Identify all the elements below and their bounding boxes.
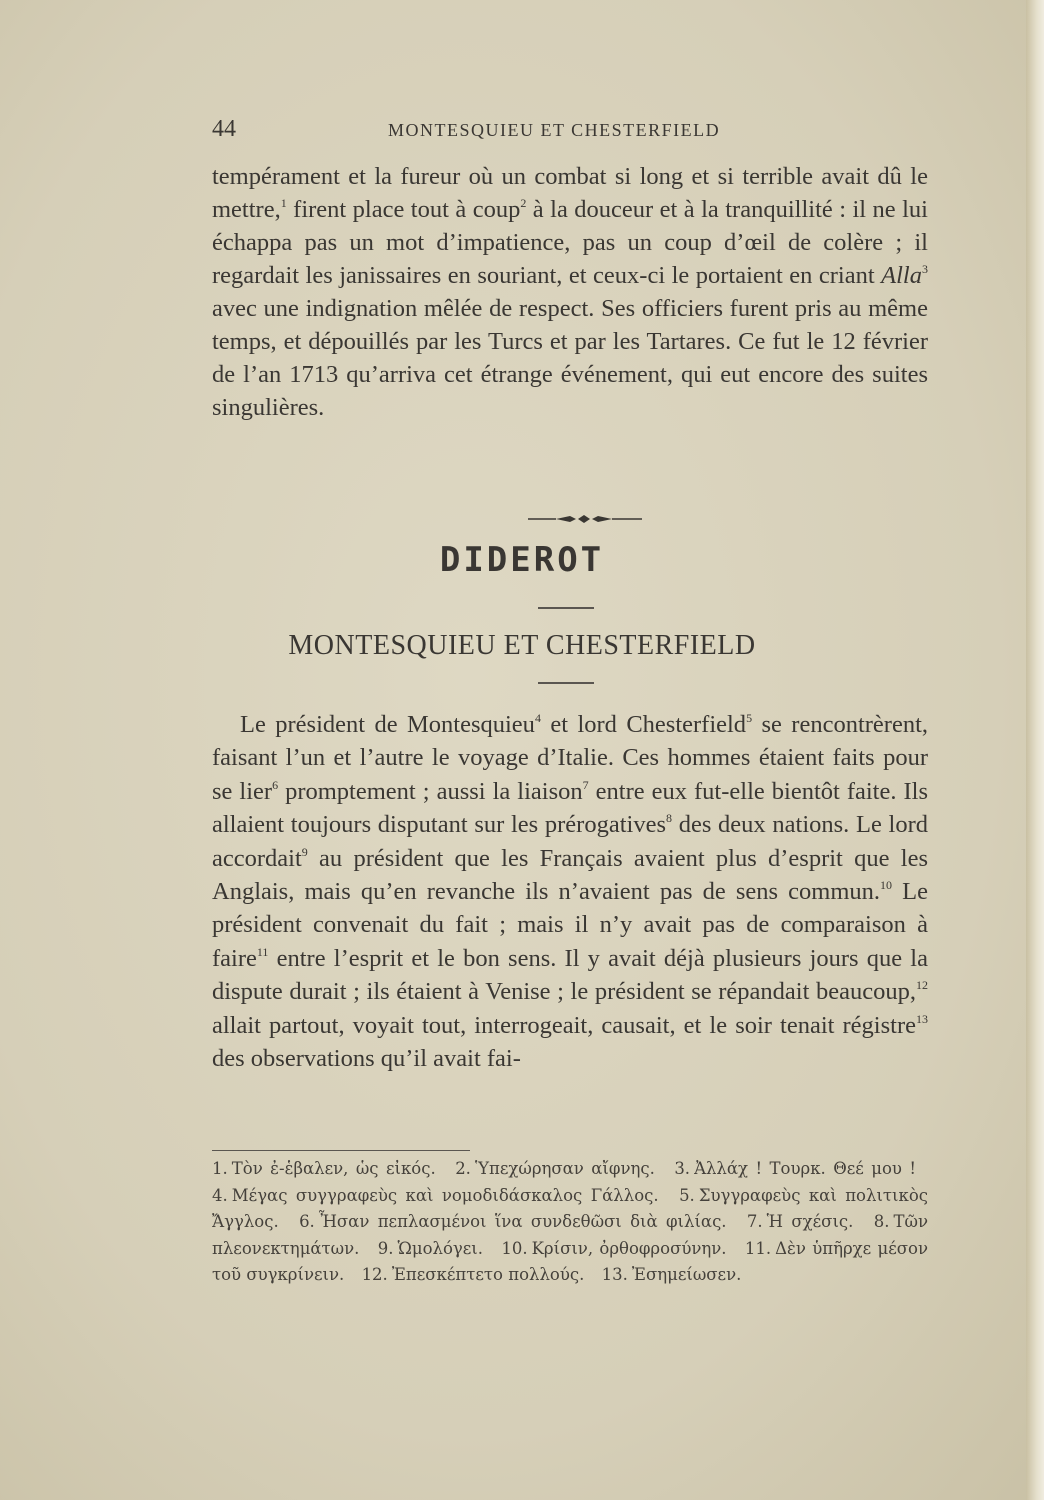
text-run: des observations qu’il avait fai- <box>212 1045 521 1073</box>
footnote-ref: 5 <box>746 711 753 725</box>
footnote <box>747 1212 860 1231</box>
page-edge <box>1026 0 1044 1500</box>
footnote-ref: 8 <box>666 811 672 826</box>
text-run: des deux nations. Le lord accordait <box>212 811 928 872</box>
text-run: entre eux fut-elle bientôt faite. Ils allaient toujours disputant sur les prérogatives <box>212 777 928 839</box>
footnote-ref: 6 <box>272 777 279 792</box>
footnote-number: 7. <box>746 1212 763 1231</box>
footnote-text: Μέγας συγγραφεὺς καὶ νομοδιδάσκαλος Γάλλος. <box>231 1185 659 1205</box>
previous-paragraph <box>212 160 928 424</box>
footnote-ref: 13 <box>916 1011 928 1026</box>
article-title: MONTESQUIEU ET CHESTERFIELD <box>288 630 756 661</box>
text-run: Le président convenait du fait ; mais il n’y avait pas de comparaison à faire <box>212 878 928 972</box>
footnote-number: 8. <box>873 1212 890 1231</box>
title-rule-top <box>538 607 594 609</box>
footnote-text: Συγγραφεὺς καὶ πολιτικὸς Ἄγγλος. <box>212 1185 928 1231</box>
footnote <box>212 1186 665 1205</box>
footnote <box>362 1265 591 1284</box>
running-title: MONTESQUIEU ET CHESTERFIELD <box>388 120 721 140</box>
footnote-ref: 10 <box>880 878 893 893</box>
footnote-rule <box>212 1150 470 1151</box>
footnote-text: Τὸν ἐ-ἑβαλεν, ὡς εἰκός. <box>231 1159 436 1178</box>
footnote-number: 6. <box>299 1212 315 1231</box>
section-author: DIDEROT <box>439 540 605 580</box>
footnote-number: 3. <box>674 1159 691 1178</box>
footnote-number: 5. <box>679 1185 695 1205</box>
text-run: se rencontrèrent, faisant l’un et l’autre le voyage d’Italie. Ces hommes étaient faits pour se lier <box>212 711 929 805</box>
footnote-ref: 2 <box>520 196 527 210</box>
text-run: promptement ; aussi la liaison <box>278 777 583 805</box>
footnotes <box>212 1156 928 1289</box>
text-run: allait partout, voyait tout, interrogeait, causait, et le soir tenait régistre <box>212 1011 916 1039</box>
footnote <box>212 1159 442 1178</box>
footnote-ref: 7 <box>582 777 589 792</box>
footnote <box>602 1265 748 1284</box>
footnote-number: 9. <box>377 1238 394 1258</box>
footnote-ref: 4 <box>534 711 541 725</box>
footnote-number: 4. <box>212 1185 228 1205</box>
footnote-ref: 1 <box>280 196 287 210</box>
footnote-text: Ἡ σχέσις. <box>766 1212 854 1231</box>
footnote-text: Κρίσιν, ὀρθοφροσύνην. <box>531 1238 727 1258</box>
footnote-number: 13. <box>601 1265 628 1284</box>
footnote-ref: 11 <box>256 944 269 959</box>
body-paragraph <box>212 708 928 1075</box>
text-run: entre l’esprit et le bon sens. Il y avait déjà plusieurs jours que la dispute durait ; ils étaient à Venise ; le président se répandait beaucoup, <box>212 944 928 1006</box>
text-run: au président que les Français avaient plus d’esprit que les Anglais, mais qu’en revanche ils n’avaient pas de sens commun. <box>212 844 928 906</box>
ornament-divider <box>526 509 644 529</box>
text-run: tempérament et la fureur où un combat si long et si terrible avait dû le mettre, <box>212 163 928 223</box>
footnote-ref: 12 <box>916 978 928 993</box>
footnote-ref: 9 <box>301 844 308 859</box>
footnote-text: Ἐπεσκέπτετο πολλούς. <box>391 1265 585 1284</box>
title-rule-bottom <box>538 682 594 684</box>
running-head <box>212 116 928 148</box>
footnote-number: 10. <box>501 1238 528 1258</box>
text-run: et lord Chesterfield <box>540 711 747 738</box>
footnote-text: Ἦσαν πεπλασμένοι ἵνα συνδεθῶσι διὰ φιλίας. <box>318 1212 727 1231</box>
footnote-text: Τῶν πλεονεκτημάτων. <box>212 1212 928 1258</box>
footnote <box>299 1212 733 1231</box>
text-run: avec une indignation mêlée de respect. Ses officiers furent pris au même temps, et dépouillés par les Turcs et par les Tartares. Ce fut le 12 février de l’an 1713 qu’arriva cet étrange événement, qui eut encore des suites singulières. <box>212 295 928 421</box>
footnote-number: 12. <box>361 1265 388 1284</box>
footnote <box>455 1159 661 1178</box>
footnote-number: 11. <box>744 1238 772 1258</box>
footnote-number: 2. <box>455 1159 471 1178</box>
italic-word: Alla <box>881 262 922 289</box>
previous-text <box>212 160 928 424</box>
footnote-text: Δὲν ὑπῆρχε μέσον τοῦ συγκρίνειν. <box>212 1238 929 1284</box>
footnote <box>501 1239 732 1258</box>
footnote-text: Ὡμολόγει. <box>397 1238 484 1258</box>
footnote <box>674 1159 922 1178</box>
footnote <box>378 1239 489 1258</box>
page-number: 44 <box>212 116 236 142</box>
text-run: firent place tout à coup <box>286 196 521 223</box>
footnote-number: 1. <box>212 1159 228 1178</box>
footnote-text: Ὑπεχώρησαν αἴφνης. <box>474 1159 655 1178</box>
footnote-text: Ἐσημείωσεν. <box>631 1265 742 1284</box>
text-run: Le président de Montesquieu <box>240 711 535 738</box>
article-body <box>212 708 928 1075</box>
footnote-ref: 3 <box>922 262 928 276</box>
text-run: à la douceur et à la tranquillité : il ne lui échappa pas un mot d’impatience, pas un coup d’œil de colère ; il regardait les janissaires en souriant, et ceux-ci le portaient en criant <box>212 196 928 289</box>
footnote-text: Ἀλλάχ ! Τουρκ. Θεέ μου ! <box>694 1159 917 1178</box>
